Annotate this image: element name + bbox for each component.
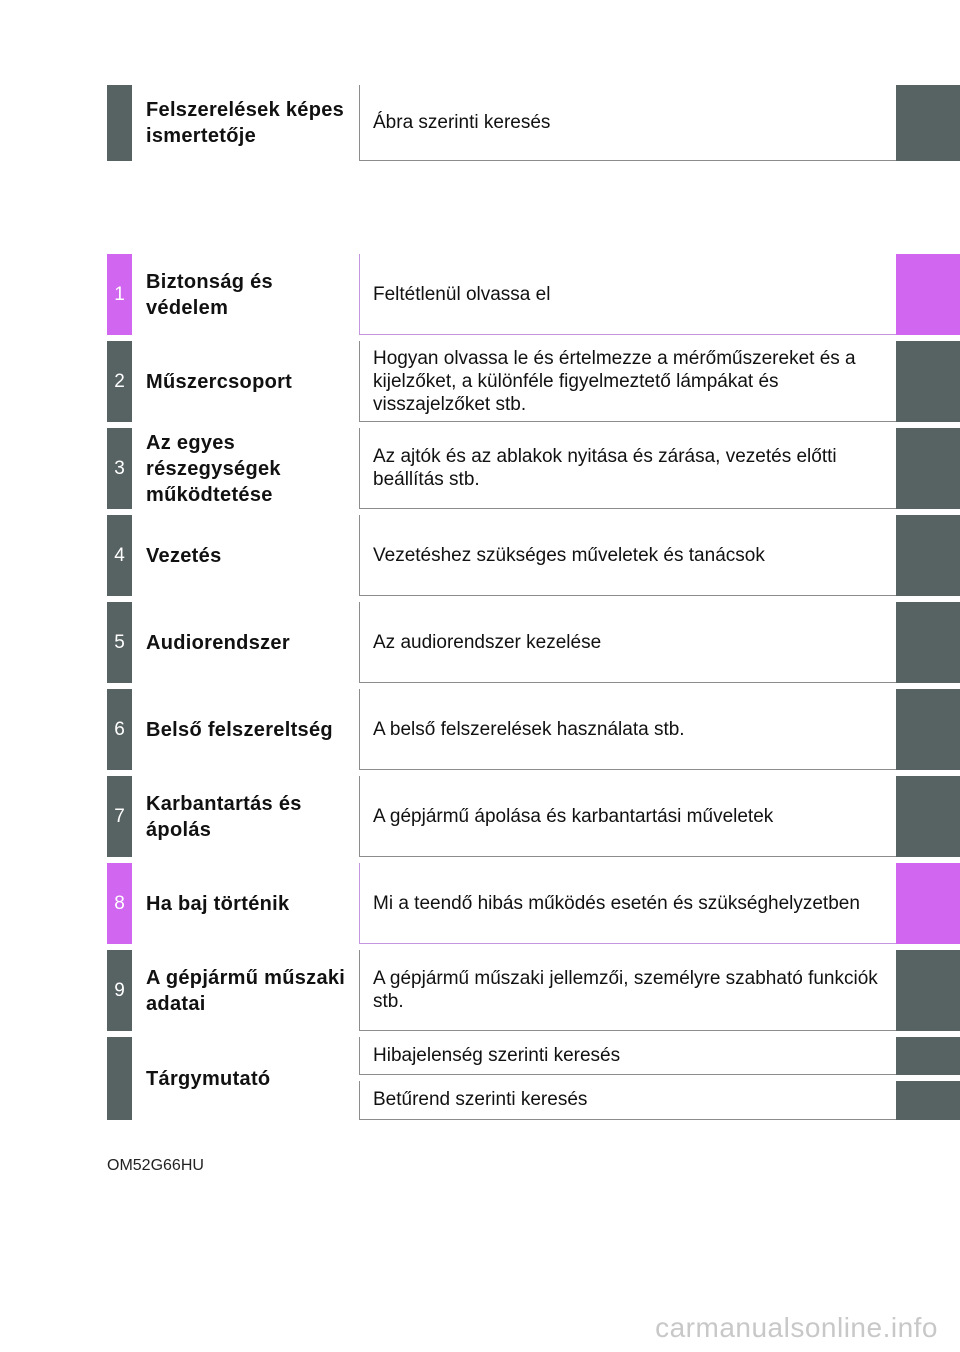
chapter-end-tab xyxy=(896,602,960,683)
chapter-row-5[interactable] xyxy=(107,602,960,683)
index-item-end-tab xyxy=(896,1081,960,1120)
watermark: carmanualsonline.info xyxy=(655,1312,938,1343)
header-description: Ábra szerinti keresés xyxy=(359,85,896,161)
chapter-description: Hogyan olvassa le és értelmezze a mérőműszereket és a kijelzőket, a különféle figyelmeztető lámpákat és visszajelzőket stb. xyxy=(359,341,896,422)
chapter-description: A gépjármű műszaki jellemzői, személyre szabható funkciók stb. xyxy=(359,950,896,1031)
chapter-number: 4 xyxy=(107,515,132,596)
chapter-title: Vezetés xyxy=(146,544,222,567)
chapter-title: Az egyes részegységek működtetése xyxy=(146,431,281,506)
chapter-number: 5 xyxy=(107,602,132,683)
chapter-title: Karbantartás és ápolás xyxy=(146,792,302,841)
chapter-row-6[interactable] xyxy=(107,689,960,770)
chapter-description: Az ajtók és az ablakok nyitása és zárása, vezetés előtti beállítás stb. xyxy=(359,428,896,509)
index-item-end-tab xyxy=(896,1037,960,1075)
chapter-title: A gépjármű műszaki adatai xyxy=(146,966,346,1015)
index-tab xyxy=(107,1037,132,1120)
chapter-row-2[interactable] xyxy=(107,341,960,422)
chapter-end-tab xyxy=(896,254,960,335)
chapter-number: 6 xyxy=(107,689,132,770)
chapter-title: Műszercsoport xyxy=(146,370,293,393)
index-item-symptom[interactable] xyxy=(359,1037,960,1075)
chapter-row-8[interactable] xyxy=(107,863,960,944)
chapter-number: 9 xyxy=(107,950,132,1031)
chapter-number: 1 xyxy=(107,254,132,335)
chapter-description: Vezetéshez szükséges műveletek és tanácsok xyxy=(359,515,896,596)
chapter-row-1[interactable] xyxy=(107,254,960,335)
index-item-label: Betűrend szerinti keresés xyxy=(359,1081,896,1120)
index-item-alphabetical[interactable] xyxy=(359,1081,960,1120)
chapter-description: A gépjármű ápolása és karbantartási műveletek xyxy=(359,776,896,857)
header-end-tab xyxy=(896,85,960,161)
chapter-title: Biztonság és védelem xyxy=(146,270,273,319)
chapter-description: Feltétlenül olvassa el xyxy=(359,254,896,335)
chapter-number: 3 xyxy=(107,428,132,509)
chapter-row-9[interactable] xyxy=(107,950,960,1031)
chapter-description: Az audiorendszer kezelése xyxy=(359,602,896,683)
chapter-title: Belső felszereltség xyxy=(146,718,333,741)
chapter-description: A belső felszerelések használata stb. xyxy=(359,689,896,770)
chapter-description: Mi a teendő hibás működés esetén és szükséghelyzetben xyxy=(359,863,896,944)
chapter-end-tab xyxy=(896,515,960,596)
chapter-title: Ha baj történik xyxy=(146,892,290,915)
chapter-number: 2 xyxy=(107,341,132,422)
chapter-end-tab xyxy=(896,689,960,770)
chapter-title: Audiorendszer xyxy=(146,631,290,654)
document-code: OM52G66HU xyxy=(107,1157,204,1174)
index-title: Tárgymutató xyxy=(146,1067,271,1090)
header-row[interactable] xyxy=(107,85,960,161)
chapter-end-tab xyxy=(896,341,960,422)
chapter-end-tab xyxy=(896,950,960,1031)
index-item-label: Hibajelenség szerinti keresés xyxy=(359,1037,896,1075)
chapter-number: 7 xyxy=(107,776,132,857)
chapter-row-7[interactable] xyxy=(107,776,960,857)
header-title: Felszerelések képes ismertetője xyxy=(146,99,345,147)
index-row xyxy=(107,1037,960,1120)
chapter-row-4[interactable] xyxy=(107,515,960,596)
chapter-row-3[interactable] xyxy=(107,428,960,509)
chapter-number: 8 xyxy=(107,863,132,944)
chapter-end-tab xyxy=(896,428,960,509)
chapter-end-tab xyxy=(896,863,960,944)
header-tab xyxy=(107,85,132,161)
chapter-end-tab xyxy=(896,776,960,857)
